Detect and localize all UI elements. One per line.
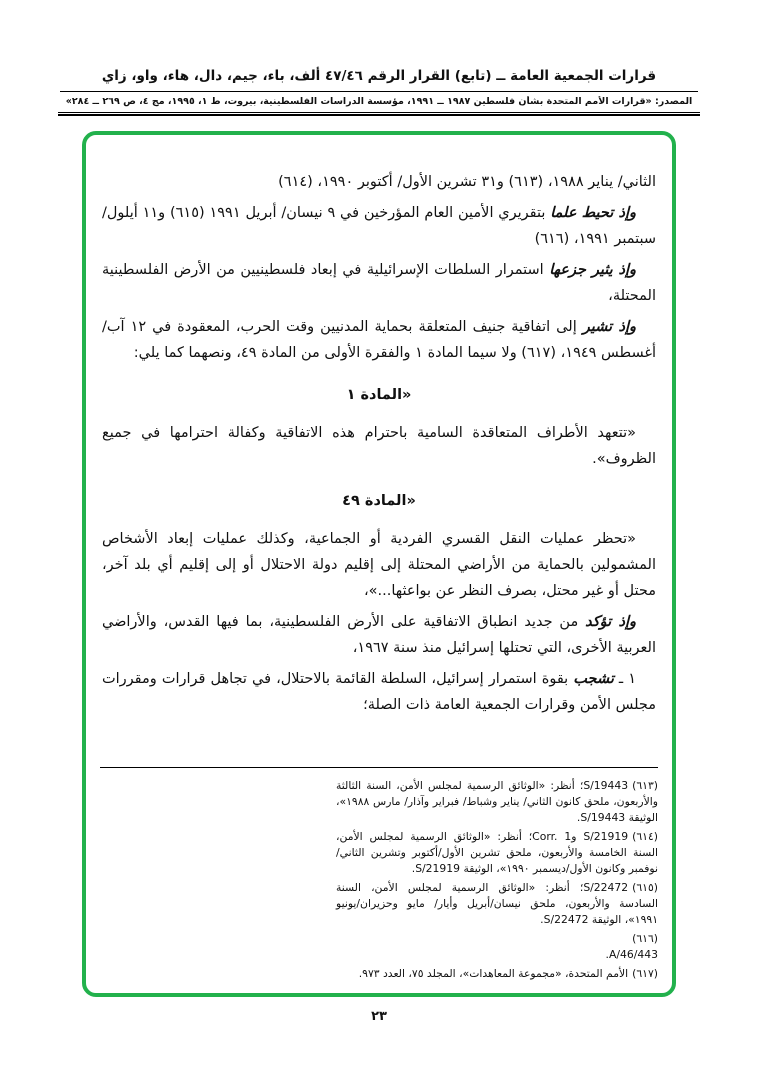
source-line: المصدر: «قرارات الأمم المتحدة بشأن فلسطين ١٩٨٧ ــ ١٩٩١، مؤسسة الدراسات الفلسطينية، بيروت، ط ١، ١٩٩٥، مج ٤، ص ٢٦٩ ــ ٢٨٤» (65, 96, 693, 107)
header-double-divider (58, 112, 700, 116)
footnote-area (100, 767, 658, 985)
resolution-body (102, 169, 656, 718)
paragraph-continuation: الثاني/ يناير ١٩٨٨، (٦١٣) و٣١ تشرين الأول/ أكتوبر ١٩٩٠، (٦١٤) (278, 174, 656, 190)
paragraph-article-49-text: «تحظر عمليات النقل القسري الفردية أو الجماعية، وكذلك عمليات إبعاد الأشخاص المشمولين بالحماية من الأراضي المحتلة إلى إقليم دولة الاحتلال أو إلى إقليم أي بلد آخر، محتل أو غير محتل، بصرف النظر عن بواعثها...»، (102, 531, 656, 599)
paragraph-reaffirming: وإذ تؤكد من جديد انطباق الاتفاقية على الأرض الفلسطينية، بما فيها القدس، والأراضي العربية الأخرى، التي تحتلها إسرائيل منذ سنة ١٩٦٧، (102, 614, 656, 656)
footnote-615 (336, 880, 658, 928)
footnote-617 (336, 966, 658, 982)
footnote-text: A/46/443. (605, 948, 658, 961)
article-49-heading: «المادة ٤٩ (342, 493, 416, 509)
footnote-number: (٦١٧) (632, 967, 658, 980)
paragraph-article-1-text: «تتعهد الأطراف المتعاقدة السامية باحترام هذه الاتفاقية وكفالة احترامها في جميع الظروف». (102, 425, 656, 467)
header-divider (60, 91, 698, 92)
paragraph-recalling-geneva: وإذ تشير إلى اتفاقية جنيف المتعلقة بحماية المدنيين وقت الحرب، المعقودة في ١٢ آب/ أغسطس ١٩٤٩، (٦١٧) ولا سيما المادة ١ والفقرة الأولى من المادة ٤٩، ونصهما كما يلي: (102, 319, 656, 361)
page-title: قرارات الجمعية العامة ــ (تابع) القرار الرقم ٤٧/٤٦ ألف، باء، جيم، دال، هاء، واو، زاي (101, 68, 657, 84)
footnote-list (336, 778, 658, 982)
footnote-divider (100, 767, 658, 768)
content-frame (82, 131, 676, 997)
paragraph-alarmed: وإذ يثير جزعها استمرار السلطات الإسرائيلية في إبعاد فلسطينيين من الأرض الفلسطينية المحتلة، (102, 262, 656, 304)
footnote-613 (336, 778, 658, 826)
paragraph-operative-1: ١ ـ تشجب بقوة استمرار إسرائيل، السلطة القائمة بالاحتلال، في تجاهل قرارات ومقررات مجلس الأمن وقرارات الجمعية العامة ذات الصلة؛ (102, 671, 656, 713)
article-1-heading: «المادة ١ (346, 387, 412, 403)
footnote-number: (٦١٣) (632, 779, 658, 792)
footnote-text: S/22472؛ أنظر: «الوثائق الرسمية لمجلس الأمن، السنة السادسة والأربعون، ملحق نيسان/أبريل وأيار/ مايو وحزيران/يونيو ١٩٩١»، الوثيقة S/22472. (336, 881, 658, 926)
footnote-text: الأمم المتحدة، «مجموعة المعاهدات»، المجلد ٧٥، العدد ٩٧٣. (358, 967, 629, 980)
footnote-number: (٦١٥) (632, 881, 658, 894)
footnote-text: S/21919 وCorr. 1؛ أنظر: «الوثائق الرسمية لمجلس الأمن، السنة الخامسة والأربعون، ملحق تشرين الأول/أكتوبر وتشرين الثاني/ نوفمبر وكانون الأول/ديسمبر ١٩٩٠»، الوثيقة S/21919. (336, 830, 658, 875)
footnote-number: (٦١٤) (632, 830, 658, 843)
footnote-616 (336, 931, 658, 963)
footnote-614 (336, 829, 658, 877)
paragraph-taking-note: وإذ تحيط علما بتقريري الأمين العام المؤرخين في ٩ نيسان/ أبريل ١٩٩١ (٦١٥) و١١ أيلول/ سبتمبر ١٩٩١، (٦١٦) (102, 205, 656, 247)
page-number: ٢٣ (371, 1009, 387, 1024)
footnote-text: S/19443؛ أنظر: «الوثائق الرسمية لمجلس الأمن، السنة الثالثة والأربعون، ملحق كانون الثاني/ يناير وشباط/ فبراير وآذار/ مارس ١٩٨٨»، الوثيقة S/19443. (336, 779, 658, 824)
footnote-number: (٦١٦) (632, 932, 658, 945)
